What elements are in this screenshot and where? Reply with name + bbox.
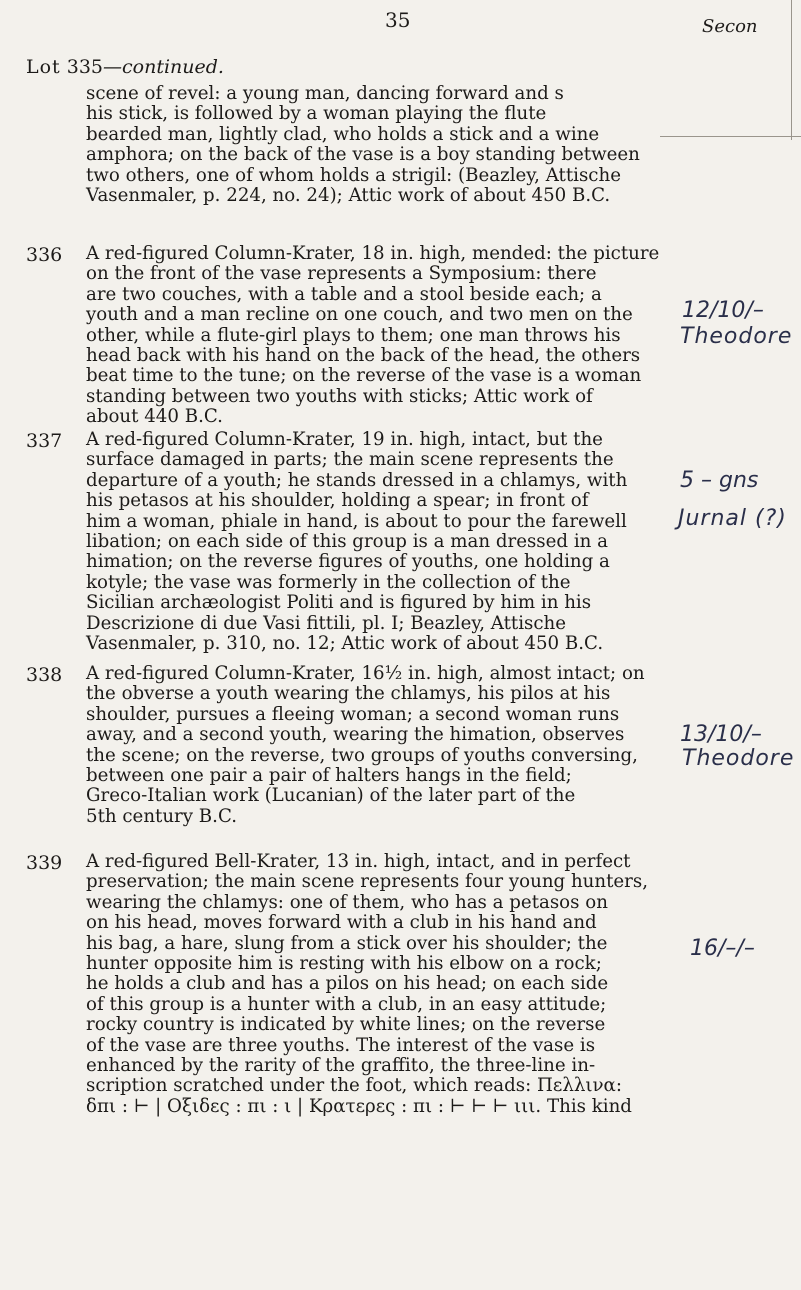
text-line: himation; on the reverse figures of youths, one holding a — [86, 551, 610, 573]
handwritten-buyer: Jurnal (?) — [678, 506, 787, 531]
handwritten-buyer: Theodore — [682, 746, 795, 771]
lot-number: 337 — [26, 430, 63, 452]
text-line: Sicilian archæologist Politi and is figured by him in his — [86, 592, 592, 614]
lot-number: 336 — [26, 244, 63, 266]
running-head: Secon — [702, 16, 758, 37]
text-line: A red-figured Column-Krater, 19 in. high, intact, but the — [86, 429, 603, 450]
lot-heading — [26, 56, 224, 78]
text-line: his stick, is followed by a woman playing the flute — [86, 103, 547, 125]
handwritten-buyer: Theodore — [680, 324, 793, 349]
text-line: standing between two youths with sticks; Attic work of — [86, 385, 593, 407]
handwritten-price: 12/10/– — [682, 298, 764, 323]
text-line: other, while a flute-girl plays to them; one man throws his — [86, 324, 621, 346]
text-line: Vasenmaler, p. 224, no. 24); Attic work of about 450 B.C. — [86, 185, 611, 207]
text-line: 5th century B.C. — [86, 805, 238, 827]
text-line: he holds a club and has a pilos on his head; on each side — [86, 973, 609, 995]
text-line: are two couches, with a table and a stool beside each; a — [86, 283, 602, 305]
lot-number: 339 — [26, 852, 63, 874]
text-line: of this group is a hunter with a club, in an easy attitude; — [86, 993, 607, 1015]
text-line: amphora; on the back of the vase is a boy standing between — [86, 144, 640, 166]
handwritten-price: 13/10/– — [680, 722, 762, 747]
text-line: Descrizione di due Vasi fittili, pl. I; Beazley, Attische — [86, 612, 567, 634]
text-line: A red-figured Column-Krater, 18 in. high, mended: the picture — [86, 243, 660, 264]
text-line: two others, one of whom holds a strigil: (Beazley, Attische — [86, 164, 621, 186]
text-line: kotyle; the vase was formerly in the collection of the — [86, 571, 571, 593]
text-line: him a woman, phiale in hand, is about to pour the farewell — [86, 510, 627, 532]
entry-text — [86, 244, 666, 428]
text-line: scene of revel: a young man, dancing forward and s — [86, 83, 564, 104]
text-line: A red-figured Column-Krater, 16½ in. high, almost intact; on — [86, 663, 645, 684]
lot-label: Lot — [26, 56, 61, 78]
text-line: the scene; on the reverse, two groups of youths conversing, — [86, 744, 638, 766]
text-line: away, and a second youth, wearing the himation, observes — [86, 724, 625, 746]
page-number: 35 — [385, 8, 411, 32]
text-line: his bag, a hare, slung from a stick over his shoulder; the — [86, 932, 608, 954]
cut-line-vertical — [791, 0, 792, 140]
text-line: preservation; the main scene represents four young hunters, — [86, 871, 648, 893]
text-line: head back with his hand on the back of the head, the others — [86, 345, 641, 367]
text-line: on the front of the vase represents a Symposium: there — [86, 263, 597, 285]
entry-text — [86, 664, 666, 827]
text-line: the obverse a youth wearing the chlamys, his pilos at his — [86, 683, 611, 705]
text-line: about 440 B.C. — [86, 406, 223, 428]
text-line: Vasenmaler, p. 310, no. 12; Attic work of about 450 B.C. — [86, 633, 604, 655]
handwritten-price: 16/–/– — [690, 936, 755, 961]
text-line: hunter opposite him is resting with his elbow on a rock; — [86, 953, 602, 975]
entry-text — [86, 430, 666, 654]
text-line: wearing the chlamys: one of them, who has a petasos on — [86, 891, 608, 913]
entry-text — [86, 84, 666, 206]
cut-line-horizontal — [660, 136, 801, 137]
entry-text — [86, 852, 666, 1117]
text-line: δπι : ⊢ | Oξιδες : πι : ι | Kρατερες : πι : ⊢ ⊢ ⊢ ιιι. This kind — [86, 1095, 632, 1117]
text-line: surface damaged in parts; the main scene represents the — [86, 449, 614, 471]
text-line: departure of a youth; he stands dressed in a chlamys, with — [86, 469, 628, 491]
text-line: shoulder, pursues a fleeing woman; a second woman runs — [86, 703, 620, 725]
text-line: bearded man, lightly clad, who holds a stick and a wine — [86, 123, 600, 145]
text-line: between one pair a pair of halters hangs in the field; — [86, 765, 572, 787]
lot-number: 335 — [66, 56, 104, 78]
text-line: youth and a man recline on one couch, and two men on the — [86, 304, 633, 326]
text-line: his petasos at his shoulder, holding a spear; in front of — [86, 490, 589, 512]
text-line: A red-figured Bell-Krater, 13 in. high, intact, and in perfect — [86, 851, 631, 872]
text-line: on his head, moves forward with a club in his hand and — [86, 912, 597, 934]
text-line: beat time to the tune; on the reverse of the vase is a woman — [86, 365, 642, 387]
text-line: enhanced by the rarity of the graffito, the three-line in- — [86, 1055, 596, 1077]
lot-number: 338 — [26, 664, 63, 686]
text-line: libation; on each side of this group is a man dressed in a — [86, 531, 608, 553]
text-line: of the vase are three youths. The interest of the vase is — [86, 1034, 596, 1056]
text-line: scription scratched under the foot, which reads: Πελλινα: — [86, 1075, 622, 1097]
text-line: rocky country is indicated by white lines; on the reverse — [86, 1014, 606, 1036]
continued-text: —continued. — [103, 56, 224, 78]
handwritten-price: 5 – gns — [680, 468, 759, 493]
text-line: Greco-Italian work (Lucanian) of the later part of the — [86, 785, 576, 807]
